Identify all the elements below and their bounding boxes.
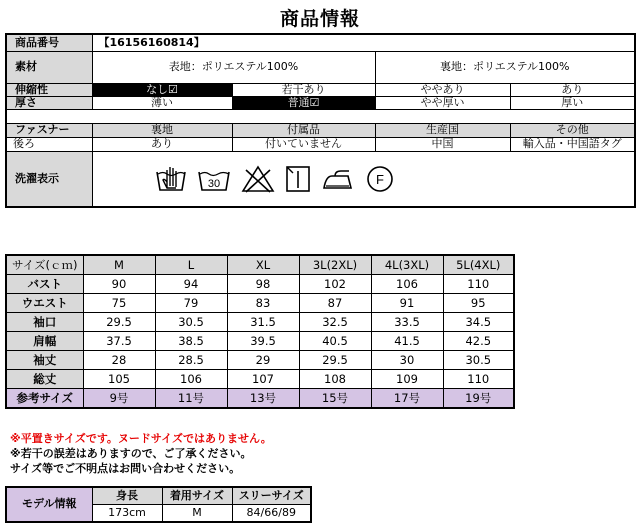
product-code-label: 商品番号 (6, 34, 92, 51)
other-value: 輸入品・中国語タグ (510, 137, 635, 151)
model-height-label: 身長 (92, 487, 162, 505)
size-cell: 94 (155, 275, 227, 294)
model-measurements-value: 84/66/89 (232, 505, 311, 523)
wash-30-icon (197, 164, 231, 194)
size-cell: 31.5 (227, 313, 299, 332)
material-outer: 表地：ポリエステル100% (92, 51, 375, 83)
size-header-xl: XL (227, 255, 299, 275)
reference-size-cell: 17号 (371, 389, 443, 409)
size-cell: 34.5 (443, 313, 514, 332)
size-cell: 29.5 (299, 351, 371, 370)
stretch-option-yes: あり (510, 83, 635, 96)
size-header-m: M (83, 255, 155, 275)
size-row-label: 総丈 (6, 370, 83, 389)
size-row-length (6, 370, 514, 389)
thickness-option-slightly-thick: やや厚い (375, 96, 510, 109)
thickness-option-normal-selected: 普通☑ (232, 96, 375, 109)
note-inquiry: サイズ等でご不明点はお問い合わせください。 (10, 462, 241, 475)
size-header-l: L (155, 255, 227, 275)
size-cell: 108 (299, 370, 371, 389)
size-row-cuff (6, 313, 514, 332)
size-cell: 87 (299, 294, 371, 313)
size-cell: 38.5 (155, 332, 227, 351)
size-cell: 98 (227, 275, 299, 294)
size-header-row (6, 255, 514, 275)
reference-size-cell: 9号 (83, 389, 155, 409)
country-value: 中国 (375, 137, 510, 151)
product-info-table (5, 33, 636, 208)
size-header-4l: 4L(3XL) (371, 255, 443, 275)
reference-size-cell: 13号 (227, 389, 299, 409)
thickness-row (6, 96, 635, 109)
size-header-3l: 3L(2XL) (299, 255, 371, 275)
stretch-label: 伸縮性 (6, 83, 92, 96)
laundry-row (6, 151, 635, 207)
size-row-label: 肩幅 (6, 332, 83, 351)
size-cell: 32.5 (299, 313, 371, 332)
reference-size-cell: 11号 (155, 389, 227, 409)
size-cell: 107 (227, 370, 299, 389)
size-cell: 106 (155, 370, 227, 389)
model-size-label: 着用サイズ (162, 487, 232, 505)
reference-size-cell: 19号 (443, 389, 514, 409)
laundry-icons-cell (92, 151, 635, 207)
wash-temperature: 30 (207, 177, 220, 190)
other-label: その他 (510, 123, 635, 137)
model-info-label: モデル情報 (6, 487, 92, 522)
size-row-sleeve (6, 351, 514, 370)
zipper-label: ファスナー (6, 123, 92, 137)
size-cell: 29 (227, 351, 299, 370)
note-tolerance: ※若干の誤差はありますので、ご了承ください。 (10, 447, 252, 460)
dry-clean-letter: F (375, 171, 384, 187)
model-height-value: 173cm (92, 505, 162, 523)
size-cell: 30 (371, 351, 443, 370)
size-cell: 29.5 (83, 313, 155, 332)
size-cell: 41.5 (371, 332, 443, 351)
size-cell: 106 (371, 275, 443, 294)
size-cell: 83 (227, 294, 299, 313)
size-row-reference (6, 389, 514, 409)
page-title: 商品情報 (279, 8, 360, 30)
thickness-option-thin: 薄い (92, 96, 232, 109)
model-measurements-label: スリーサイズ (232, 487, 311, 505)
size-row-label: 袖丈 (6, 351, 83, 370)
iron-low-icon (321, 164, 355, 194)
size-cell: 102 (299, 275, 371, 294)
size-cell: 90 (83, 275, 155, 294)
model-size-value: M (162, 505, 232, 523)
thickness-label: 厚さ (6, 96, 92, 109)
details-header-row (6, 123, 635, 137)
zipper-value: 後ろ (6, 137, 92, 151)
size-cell: 30.5 (443, 351, 514, 370)
details-value-row (6, 137, 635, 151)
product-code-value: 【16156160814】 (92, 34, 635, 51)
size-row-shoulder (6, 332, 514, 351)
note-flat-measurement: ※平置きサイズです。ヌードサイズではありません。 (10, 432, 272, 445)
lining-label: 裏地 (92, 123, 232, 137)
product-code-row (6, 34, 635, 51)
reference-size-cell: 15号 (299, 389, 371, 409)
material-label: 素材 (6, 51, 92, 83)
no-bleach-icon (241, 164, 275, 194)
stretch-option-none-selected: なし☑ (92, 83, 232, 96)
size-cell: 110 (443, 370, 514, 389)
thickness-option-thick: 厚い (510, 96, 635, 109)
size-cell: 105 (83, 370, 155, 389)
size-row-label: 袖口 (6, 313, 83, 332)
laundry-label: 洗濯表示 (6, 151, 92, 207)
spacer-cell (6, 109, 635, 123)
size-cell: 109 (371, 370, 443, 389)
size-cell: 75 (83, 294, 155, 313)
size-row-label: バスト (6, 275, 83, 294)
accessories-value: 付いていません (232, 137, 375, 151)
size-header-5l: 5L(4XL) (443, 255, 514, 275)
stretch-option-some: ややあり (375, 83, 510, 96)
size-cell: 28.5 (155, 351, 227, 370)
size-cell: 28 (83, 351, 155, 370)
model-header-row (6, 487, 311, 505)
size-notes (10, 431, 272, 476)
reference-size-label: 参考サイズ (6, 389, 83, 409)
size-row-bust (6, 275, 514, 294)
size-cell: 91 (371, 294, 443, 313)
stretch-option-slight: 若干あり (232, 83, 375, 96)
lining-value: あり (92, 137, 232, 151)
country-label: 生産国 (375, 123, 510, 137)
size-cell: 110 (443, 275, 514, 294)
size-cell: 39.5 (227, 332, 299, 351)
size-cell: 30.5 (155, 313, 227, 332)
size-header-unit: サイズ(ｃｍ) (6, 255, 83, 275)
size-row-label: ウエスト (6, 294, 83, 313)
dry-clean-f-icon (365, 164, 395, 194)
size-cell: 79 (155, 294, 227, 313)
size-row-waist (6, 294, 514, 313)
model-info-table (5, 486, 312, 523)
material-lining: 裏地：ポリエステル100% (375, 51, 635, 83)
stretch-row (6, 83, 635, 96)
size-cell: 40.5 (299, 332, 371, 351)
accessories-label: 付属品 (232, 123, 375, 137)
size-table (5, 254, 515, 409)
hand-wash-icon (155, 164, 187, 194)
size-cell: 95 (443, 294, 514, 313)
material-row (6, 51, 635, 83)
hang-dry-icon (285, 164, 311, 194)
size-cell: 42.5 (443, 332, 514, 351)
spacer-row (6, 109, 635, 123)
size-cell: 33.5 (371, 313, 443, 332)
size-cell: 37.5 (83, 332, 155, 351)
